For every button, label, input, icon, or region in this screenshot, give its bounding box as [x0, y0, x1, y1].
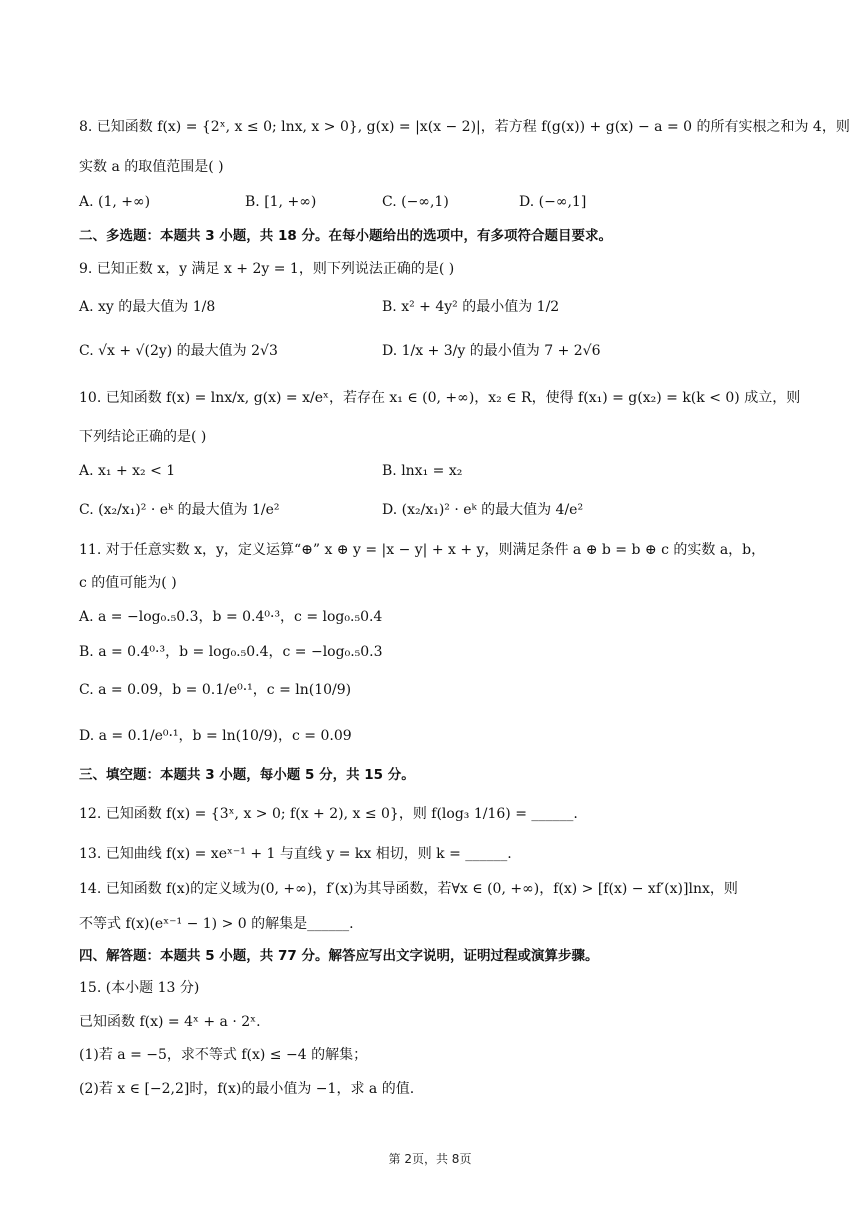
- q11-option-d: D. a = 0.1/e⁰·¹，b = ln(10/9)，c = 0.09: [79, 728, 352, 744]
- page-footer: 第 2页，共 8页: [388, 1152, 472, 1166]
- q8-option-a: A. (1, +∞): [79, 194, 151, 210]
- q9-stem: 9. 已知正数 x，y 满足 x + 2y = 1，则下列说法正确的是( ): [79, 261, 455, 277]
- q10-option-b: B. lnx₁ = x₂: [382, 463, 463, 479]
- q8-option-b: B. [1, +∞): [245, 194, 317, 210]
- section-3-heading: 三、填空题：本题共 3 小题，每小题 5 分，共 15 分。: [79, 767, 415, 783]
- q10-option-c: C. (x₂/x₁)² · eᵏ 的最大值为 1/e²: [79, 502, 280, 518]
- q13-stem: 13. 已知曲线 f(x) = xeˣ⁻¹ + 1 与直线 y = kx 相切，则 k = ______.: [79, 846, 512, 862]
- q10-stem-line2: 下列结论正确的是( ): [79, 429, 207, 445]
- q14-stem-line2: 不等式 f(x)(eˣ⁻¹ − 1) > 0 的解集是______.: [79, 916, 354, 932]
- section-2-heading: 二、多选题：本题共 3 小题，共 18 分。在每小题给出的选项中，有多项符合题目要求。: [79, 228, 612, 244]
- q8-stem-line1: 8. 已知函数 f(x) = {2ˣ, x ≤ 0; lnx, x > 0}, g(x) = |x(x − 2)|，若方程 f(g(x)) + g(x) − a = 0 的所有实根之和为 4，则: [79, 119, 850, 135]
- q9-option-c: C. √x + √(2y) 的最大值为 2√3: [79, 343, 278, 359]
- q15-title: 15. (本小题 13 分): [79, 980, 200, 996]
- q9-option-b: B. x² + 4y² 的最小值为 1/2: [382, 299, 560, 315]
- q11-stem-line1: 11. 对于任意实数 x，y，定义运算“⊕” x ⊕ y = |x − y| + x + y，则满足条件 a ⊕ b = b ⊕ c 的实数 a，b，: [79, 542, 766, 558]
- q15-part-2: (2)若 x ∈ [−2,2]时，f(x)的最小值为 −1，求 a 的值.: [79, 1081, 415, 1097]
- q14-stem-line1: 14. 已知函数 f(x)的定义域为(0, +∞)，f′(x)为其导函数，若∀x ∈ (0, +∞)，f(x) > [f(x) − xf′(x)]lnx，则: [79, 881, 738, 897]
- q9-option-a: A. xy 的最大值为 1/8: [79, 299, 216, 315]
- q8-stem-line2: 实数 a 的取值范围是( ): [79, 159, 224, 175]
- q10-stem-line1: 10. 已知函数 f(x) = lnx/x, g(x) = x/eˣ，若存在 x₁ ∈ (0, +∞)，x₂ ∈ R，使得 f(x₁) = g(x₂) = k(k < 0) 成立，则: [79, 390, 801, 406]
- q8-option-c: C. (−∞,1): [382, 194, 449, 210]
- q8-option-d: D. (−∞,1]: [519, 194, 587, 210]
- q12-stem: 12. 已知函数 f(x) = {3ˣ, x > 0; f(x + 2), x ≤ 0}，则 f(log₃ 1/16) = ______.: [79, 806, 578, 822]
- q9-option-d: D. 1/x + 3/y 的最小值为 7 + 2√6: [382, 343, 601, 359]
- section-4-heading: 四、解答题：本题共 5 小题，共 77 分。解答应写出文字说明，证明过程或演算步骤。: [79, 948, 599, 964]
- q11-option-a: A. a = −log₀.₅0.3，b = 0.4⁰·³，c = log₀.₅0.4: [79, 609, 383, 625]
- q10-option-a: A. x₁ + x₂ < 1: [79, 463, 176, 479]
- q15-stem: 已知函数 f(x) = 4ˣ + a · 2ˣ.: [79, 1014, 261, 1030]
- q11-option-c: C. a = 0.09，b = 0.1/e⁰·¹，c = ln(10/9): [79, 682, 352, 698]
- q11-option-b: B. a = 0.4⁰·³，b = log₀.₅0.4，c = −log₀.₅0.3: [79, 644, 383, 660]
- q10-option-d: D. (x₂/x₁)² · eᵏ 的最大值为 4/e²: [382, 502, 584, 518]
- q15-part-1: (1)若 a = −5，求不等式 f(x) ≤ −4 的解集；: [79, 1047, 368, 1063]
- q11-stem-line2: c 的值可能为( ): [79, 575, 177, 591]
